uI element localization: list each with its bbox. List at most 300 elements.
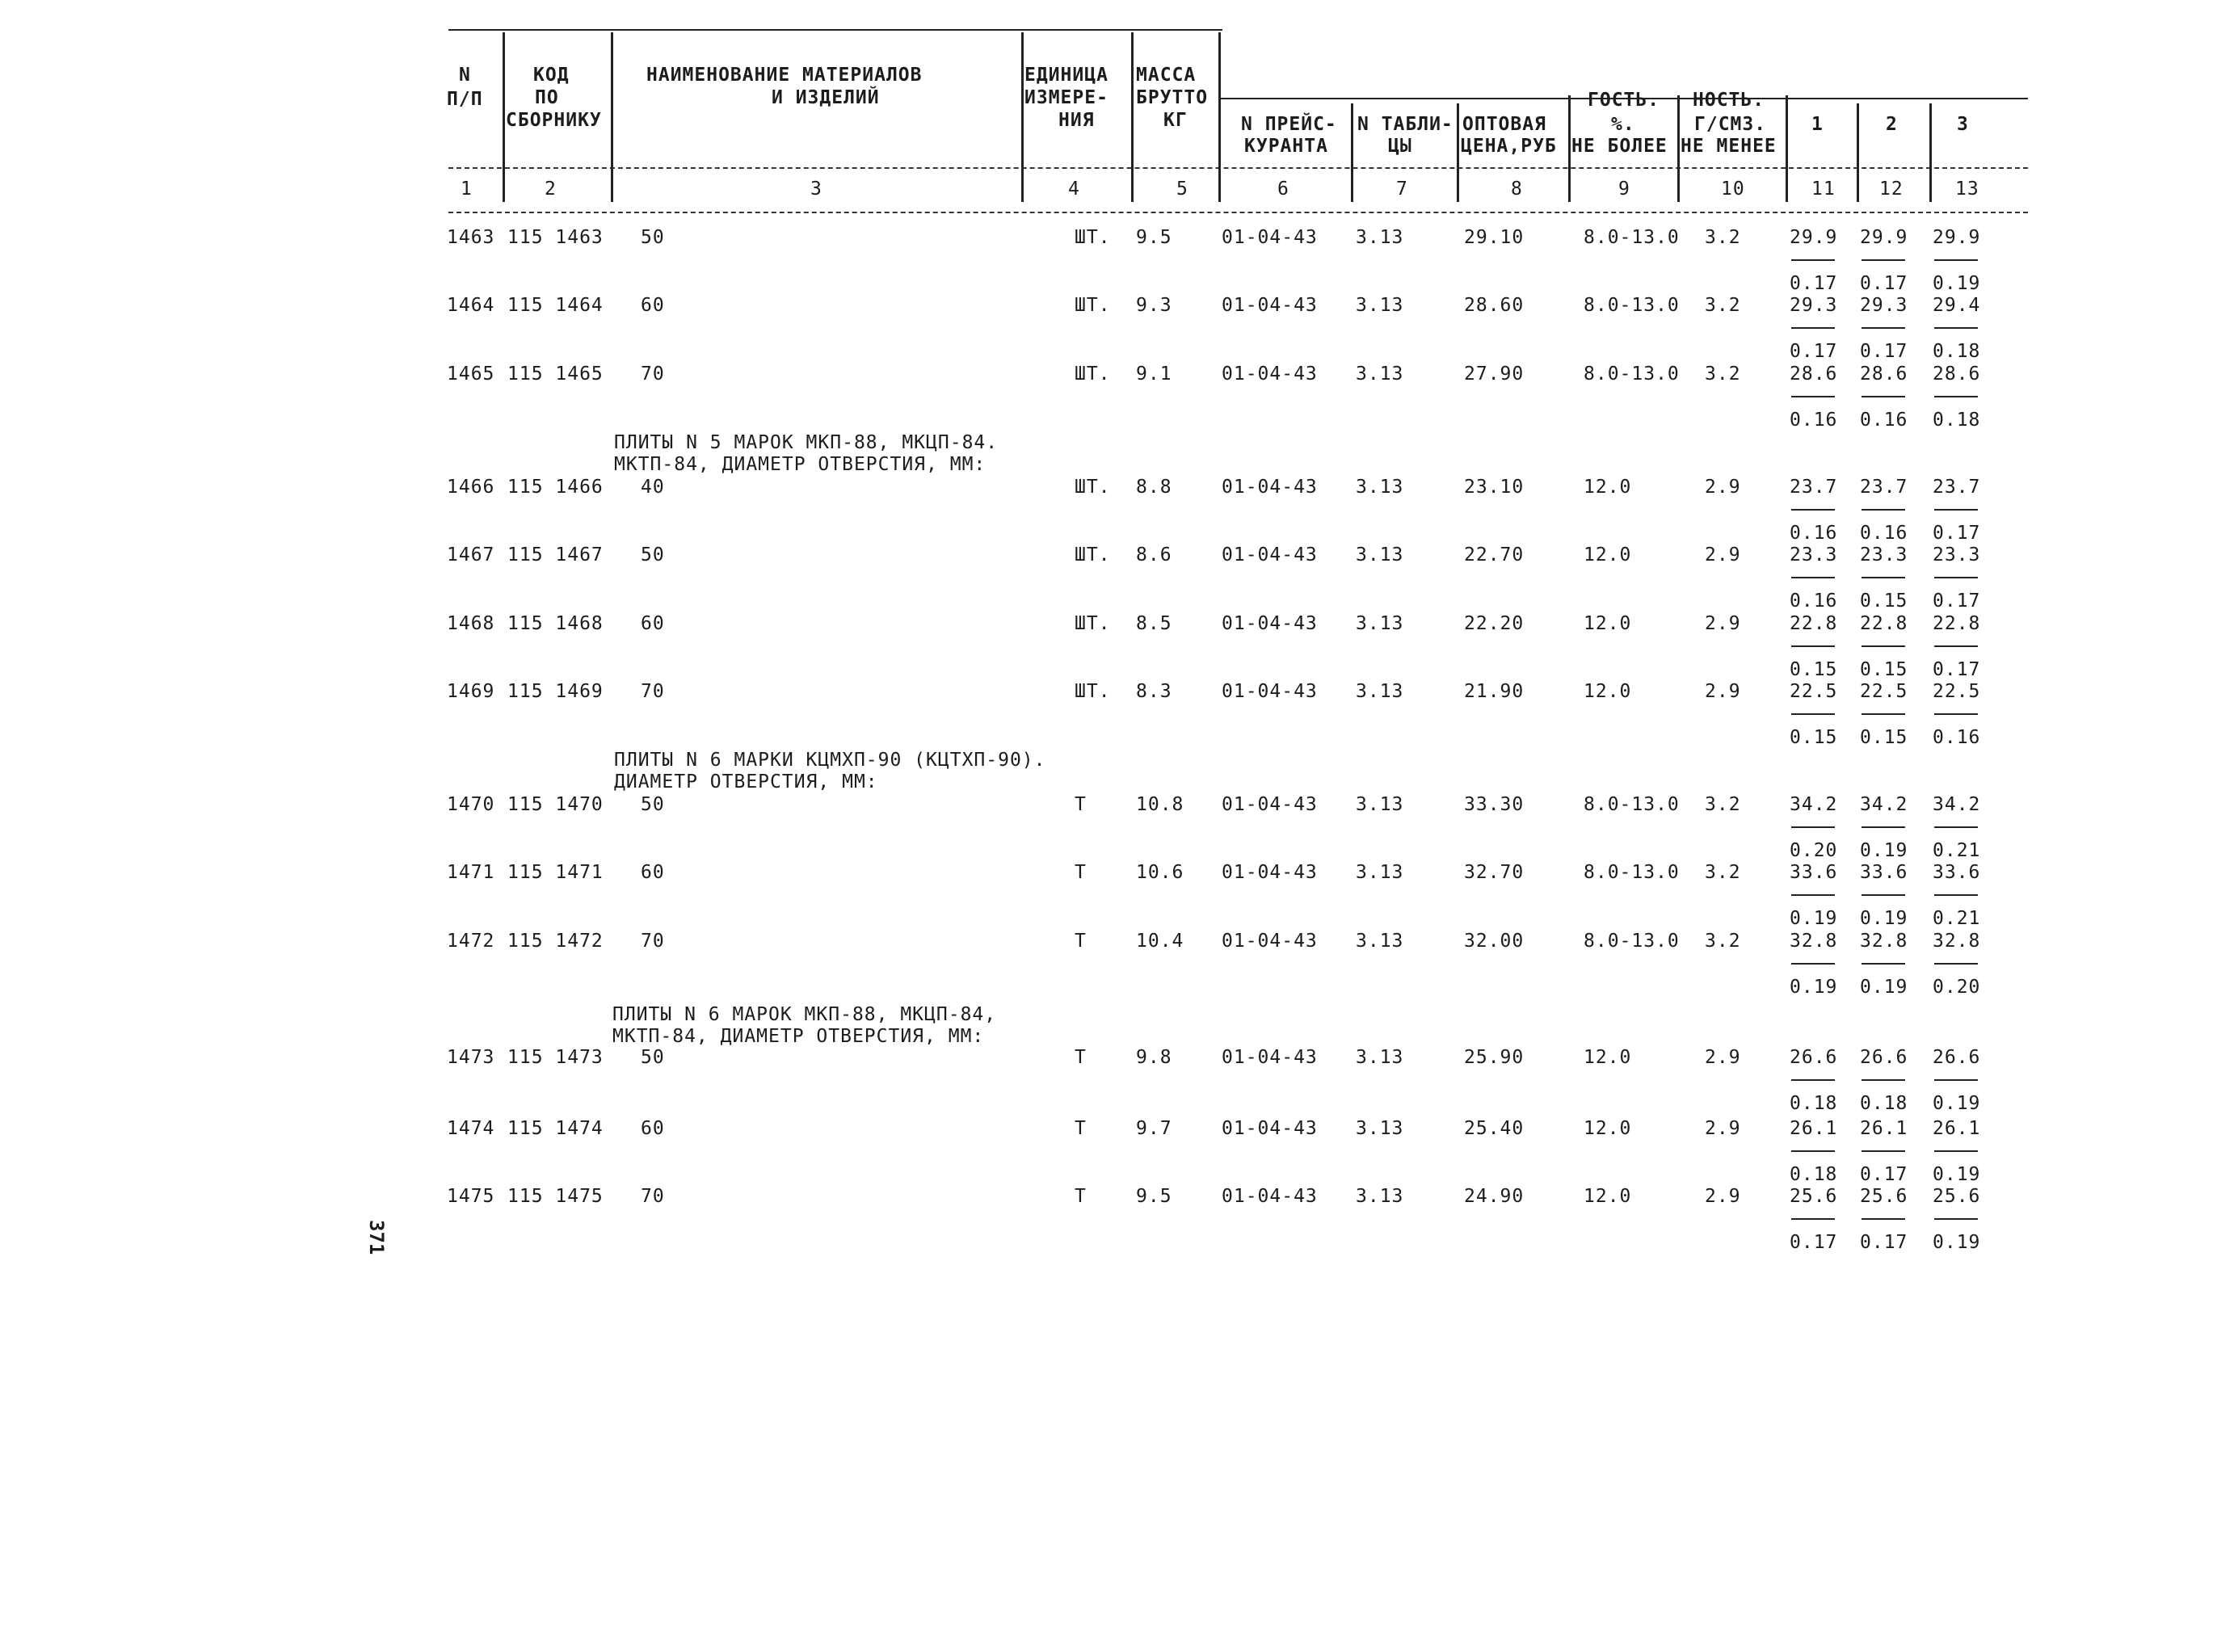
cell-w3: 0.21 — [1933, 840, 1981, 861]
cell-w3: 0.20 — [1933, 977, 1981, 998]
fraction-rule — [1791, 713, 1835, 715]
cell-w1: 0.15 — [1790, 659, 1838, 680]
cell-v2: 28.6 — [1860, 364, 1908, 385]
cell-w2: 0.18 — [1860, 1093, 1908, 1114]
cell-w3: 0.19 — [1933, 1232, 1981, 1253]
header-col10-line2: Г/СМ3. — [1694, 114, 1767, 135]
cell-w3: 0.19 — [1933, 1164, 1981, 1185]
fraction-rule — [1791, 509, 1835, 511]
section-heading-line2: МКТП-84, ДИАМЕТР ОТВЕРСТИЯ, ММ: — [614, 454, 987, 475]
cell-gost: 12.0 — [1584, 477, 1632, 498]
header-top-rule — [448, 29, 1222, 31]
fraction-rule — [1862, 396, 1905, 397]
cell-v2: 32.8 — [1860, 931, 1908, 952]
cell-w2: 0.16 — [1860, 523, 1908, 544]
cell-mass: 9.3 — [1136, 295, 1172, 316]
fraction-rule — [1862, 327, 1905, 329]
cell-price_list: 01-04-43 — [1222, 862, 1318, 883]
cell-gost: 12.0 — [1584, 1186, 1632, 1207]
fraction-rule — [1934, 645, 1978, 647]
cell-w3: 0.17 — [1933, 523, 1981, 544]
cell-code: 115 1472 — [507, 931, 604, 952]
cell-code: 115 1464 — [507, 295, 604, 316]
cell-name: 60 — [641, 1118, 665, 1139]
cell-v2: 34.2 — [1860, 794, 1908, 815]
fraction-rule — [1791, 963, 1835, 965]
fraction-rule — [1862, 713, 1905, 715]
cell-v1: 29.3 — [1790, 295, 1838, 316]
cell-v2: 22.5 — [1860, 681, 1908, 702]
column-number: 2 — [545, 179, 557, 200]
cell-unit: ШТ. — [1075, 295, 1111, 316]
cell-table: 3.13 — [1356, 613, 1404, 634]
cell-price_list: 01-04-43 — [1222, 295, 1318, 316]
cell-price: 23.10 — [1464, 477, 1525, 498]
cell-dens: 3.2 — [1705, 794, 1741, 815]
fraction-rule — [1862, 645, 1905, 647]
cell-n: 1470 — [447, 794, 495, 815]
cell-w3: 0.19 — [1933, 1093, 1981, 1114]
header-divider — [1786, 95, 1788, 202]
cell-v1: 26.1 — [1790, 1118, 1838, 1139]
cell-price_list: 01-04-43 — [1222, 227, 1318, 248]
fraction-rule — [1791, 1079, 1835, 1081]
cell-w3: 0.21 — [1933, 908, 1981, 929]
cell-w2: 0.19 — [1860, 908, 1908, 929]
fraction-rule — [1934, 396, 1978, 397]
cell-name: 50 — [641, 544, 665, 565]
cell-w3: 0.17 — [1933, 591, 1981, 612]
header-divider — [1677, 95, 1680, 202]
cell-price: 24.90 — [1464, 1186, 1525, 1207]
column-number: 6 — [1277, 179, 1289, 200]
cell-dens: 2.9 — [1705, 1118, 1741, 1139]
header-col1-line2: П/П — [447, 89, 483, 110]
cell-code: 115 1475 — [507, 1186, 604, 1207]
cell-n: 1468 — [447, 613, 495, 634]
header-col2-line2: ПО — [535, 87, 559, 108]
fraction-rule — [1862, 1079, 1905, 1081]
cell-v1: 29.9 — [1790, 227, 1838, 248]
cell-mass: 9.8 — [1136, 1047, 1172, 1068]
cell-unit: ШТ. — [1075, 364, 1111, 385]
cell-dens: 2.9 — [1705, 1186, 1741, 1207]
header-col5-line1: МАССА — [1136, 65, 1197, 86]
cell-mass: 8.8 — [1136, 477, 1172, 498]
fraction-rule — [1791, 259, 1835, 261]
cell-w2: 0.15 — [1860, 727, 1908, 748]
cell-dens: 3.2 — [1705, 295, 1741, 316]
header-divider — [1857, 103, 1859, 202]
cell-v3: 33.6 — [1933, 862, 1981, 883]
header-divider — [1218, 32, 1221, 202]
cell-n: 1465 — [447, 364, 495, 385]
header-col10-line1: НОСТЬ. — [1693, 90, 1765, 111]
cell-v3: 26.1 — [1933, 1118, 1981, 1139]
cell-code: 115 1473 — [507, 1047, 604, 1068]
fraction-rule — [1862, 1150, 1905, 1152]
cell-v1: 34.2 — [1790, 794, 1838, 815]
cell-v2: 23.3 — [1860, 544, 1908, 565]
cell-w2: 0.15 — [1860, 659, 1908, 680]
cell-table: 3.13 — [1356, 794, 1404, 815]
cell-mass: 10.6 — [1136, 862, 1184, 883]
cell-code: 115 1469 — [507, 681, 604, 702]
cell-mass: 9.1 — [1136, 364, 1172, 385]
cell-w1: 0.19 — [1790, 908, 1838, 929]
cell-v2: 25.6 — [1860, 1186, 1908, 1207]
cell-w1: 0.20 — [1790, 840, 1838, 861]
cell-v1: 22.8 — [1790, 613, 1838, 634]
cell-price_list: 01-04-43 — [1222, 794, 1318, 815]
cell-v2: 33.6 — [1860, 862, 1908, 883]
cell-name: 50 — [641, 794, 665, 815]
cell-code: 115 1470 — [507, 794, 604, 815]
cell-price: 28.60 — [1464, 295, 1525, 316]
cell-price_list: 01-04-43 — [1222, 931, 1318, 952]
cell-price_list: 01-04-43 — [1222, 1118, 1318, 1139]
header-col6-line1: N ПРЕЙС- — [1241, 114, 1337, 135]
fraction-rule — [1934, 713, 1978, 715]
cell-price: 32.70 — [1464, 862, 1525, 883]
cell-w1: 0.18 — [1790, 1093, 1838, 1114]
header-bottom-rule — [448, 212, 2028, 213]
cell-dens: 3.2 — [1705, 227, 1741, 248]
cell-price_list: 01-04-43 — [1222, 613, 1318, 634]
fraction-rule — [1791, 826, 1835, 828]
cell-name: 60 — [641, 862, 665, 883]
cell-price: 21.90 — [1464, 681, 1525, 702]
cell-w3: 0.17 — [1933, 659, 1981, 680]
fraction-rule — [1934, 259, 1978, 261]
cell-price_list: 01-04-43 — [1222, 477, 1318, 498]
column-number: 11 — [1811, 179, 1836, 200]
cell-v2: 23.7 — [1860, 477, 1908, 498]
cell-unit: ШТ. — [1075, 477, 1111, 498]
cell-w2: 0.17 — [1860, 341, 1908, 362]
cell-v3: 23.7 — [1933, 477, 1981, 498]
cell-name: 70 — [641, 1186, 665, 1207]
cell-v1: 28.6 — [1790, 364, 1838, 385]
cell-unit: ШТ. — [1075, 681, 1111, 702]
cell-v3: 26.6 — [1933, 1047, 1981, 1068]
cell-w2: 0.15 — [1860, 591, 1908, 612]
page-number: 371 — [365, 1220, 388, 1255]
cell-v2: 22.8 — [1860, 613, 1908, 634]
header-col4-line1: ЕДИНИЦА — [1024, 65, 1108, 86]
cell-mass: 8.5 — [1136, 613, 1172, 634]
cell-name: 50 — [641, 1047, 665, 1068]
cell-unit: Т — [1075, 1047, 1087, 1068]
cell-w3: 0.19 — [1933, 273, 1981, 294]
cell-gost: 8.0-13.0 — [1584, 862, 1680, 883]
cell-price: 29.10 — [1464, 227, 1525, 248]
cell-w2: 0.17 — [1860, 1232, 1908, 1253]
cell-unit: ШТ. — [1075, 613, 1111, 634]
cell-unit: Т — [1075, 1118, 1087, 1139]
column-number: 5 — [1176, 179, 1188, 200]
cell-table: 3.13 — [1356, 227, 1404, 248]
cell-name: 60 — [641, 295, 665, 316]
header-divider — [1351, 103, 1353, 202]
cell-table: 3.13 — [1356, 364, 1404, 385]
header-col9-line3: НЕ БОЛЕЕ — [1571, 136, 1668, 157]
section-heading-line1: ПЛИТЫ N 5 МАРОК МКП-88, МКЦП-84. — [614, 432, 999, 453]
cell-w1: 0.16 — [1790, 410, 1838, 431]
section-heading-line1: ПЛИТЫ N 6 МАРКИ КЦМХП-90 (КЦТХП-90). — [614, 750, 1046, 771]
header-col5-line3: КГ — [1163, 110, 1188, 131]
cell-price: 25.90 — [1464, 1047, 1525, 1068]
header-mid-rule — [448, 167, 2028, 169]
header-col9-line1: ГОСТЬ. — [1588, 90, 1660, 111]
cell-mass: 9.5 — [1136, 1186, 1172, 1207]
cell-w1: 0.17 — [1790, 341, 1838, 362]
cell-n: 1467 — [447, 544, 495, 565]
fraction-rule — [1934, 577, 1978, 578]
header-col6-line2: КУРАНТА — [1244, 136, 1328, 157]
cell-price_list: 01-04-43 — [1222, 1186, 1318, 1207]
cell-v3: 22.8 — [1933, 613, 1981, 634]
cell-name: 40 — [641, 477, 665, 498]
cell-v3: 34.2 — [1933, 794, 1981, 815]
cell-table: 3.13 — [1356, 681, 1404, 702]
cell-mass: 10.8 — [1136, 794, 1184, 815]
cell-v3: 28.6 — [1933, 364, 1981, 385]
header-col12: 2 — [1886, 114, 1898, 135]
cell-n: 1464 — [447, 295, 495, 316]
cell-w3: 0.18 — [1933, 341, 1981, 362]
header-col4-line2: ИЗМЕРЕ- — [1024, 87, 1108, 108]
header-col8-line1: ОПТОВАЯ — [1462, 114, 1546, 135]
cell-dens: 2.9 — [1705, 1047, 1741, 1068]
cell-name: 70 — [641, 364, 665, 385]
cell-code: 115 1467 — [507, 544, 604, 565]
cell-gost: 12.0 — [1584, 613, 1632, 634]
cell-v2: 26.1 — [1860, 1118, 1908, 1139]
fraction-rule — [1934, 1150, 1978, 1152]
column-number: 7 — [1396, 179, 1408, 200]
header-divider — [1131, 32, 1134, 202]
column-number: 3 — [810, 179, 822, 200]
cell-dens: 2.9 — [1705, 477, 1741, 498]
cell-mass: 8.3 — [1136, 681, 1172, 702]
cell-w1: 0.16 — [1790, 523, 1838, 544]
fraction-rule — [1934, 327, 1978, 329]
header-divider — [611, 32, 613, 202]
cell-table: 3.13 — [1356, 862, 1404, 883]
section-heading-line2: МКТП-84, ДИАМЕТР ОТВЕРСТИЯ, ММ: — [612, 1026, 985, 1047]
cell-dens: 2.9 — [1705, 681, 1741, 702]
section-heading-line2: ДИАМЕТР ОТВЕРСТИЯ, ММ: — [614, 771, 878, 792]
cell-code: 115 1465 — [507, 364, 604, 385]
cell-w1: 0.17 — [1790, 1232, 1838, 1253]
fraction-rule — [1791, 577, 1835, 578]
cell-table: 3.13 — [1356, 477, 1404, 498]
cell-n: 1469 — [447, 681, 495, 702]
header-col8-line2: ЦЕНА,РУБ — [1461, 136, 1557, 157]
fraction-rule — [1862, 577, 1905, 578]
header-divider — [1457, 103, 1459, 202]
cell-v2: 26.6 — [1860, 1047, 1908, 1068]
header-col5-line2: БРУТТО — [1136, 87, 1209, 108]
column-number: 12 — [1879, 179, 1904, 200]
cell-n: 1471 — [447, 862, 495, 883]
cell-price_list: 01-04-43 — [1222, 1047, 1318, 1068]
cell-code: 115 1474 — [507, 1118, 604, 1139]
cell-price_list: 01-04-43 — [1222, 364, 1318, 385]
cell-price: 33.30 — [1464, 794, 1525, 815]
cell-v1: 25.6 — [1790, 1186, 1838, 1207]
cell-v3: 32.8 — [1933, 931, 1981, 952]
cell-table: 3.13 — [1356, 544, 1404, 565]
cell-w3: 0.16 — [1933, 727, 1981, 748]
cell-gost: 12.0 — [1584, 544, 1632, 565]
cell-w3: 0.18 — [1933, 410, 1981, 431]
fraction-rule — [1791, 1150, 1835, 1152]
cell-dens: 2.9 — [1705, 613, 1741, 634]
header-col3-line2: И ИЗДЕЛИЙ — [772, 87, 880, 108]
header-divider — [503, 32, 505, 202]
cell-name: 70 — [641, 681, 665, 702]
fraction-rule — [1791, 396, 1835, 397]
cell-w2: 0.16 — [1860, 410, 1908, 431]
cell-price: 25.40 — [1464, 1118, 1525, 1139]
header-col9-line2: %. — [1611, 114, 1635, 135]
cell-v1: 33.6 — [1790, 862, 1838, 883]
cell-gost: 8.0-13.0 — [1584, 794, 1680, 815]
fraction-rule — [1862, 259, 1905, 261]
fraction-rule — [1862, 826, 1905, 828]
cell-table: 3.13 — [1356, 295, 1404, 316]
cell-w1: 0.15 — [1790, 727, 1838, 748]
fraction-rule — [1934, 1079, 1978, 1081]
fraction-rule — [1934, 826, 1978, 828]
cell-dens: 3.2 — [1705, 862, 1741, 883]
header-divider — [1929, 103, 1932, 202]
cell-name: 70 — [641, 931, 665, 952]
cell-unit: Т — [1075, 931, 1087, 952]
cell-v3: 25.6 — [1933, 1186, 1981, 1207]
cell-unit: Т — [1075, 1186, 1087, 1207]
fraction-rule — [1791, 327, 1835, 329]
cell-w1: 0.16 — [1790, 591, 1838, 612]
cell-unit: Т — [1075, 862, 1087, 883]
header-col3-line1: НАИМЕНОВАНИЕ МАТЕРИАЛОВ — [646, 65, 923, 86]
cell-price: 27.90 — [1464, 364, 1525, 385]
cell-gost: 12.0 — [1584, 1047, 1632, 1068]
fraction-rule — [1862, 1218, 1905, 1220]
header-col7-line1: N ТАБЛИ- — [1357, 114, 1453, 135]
cell-n: 1472 — [447, 931, 495, 952]
cell-price_list: 01-04-43 — [1222, 544, 1318, 565]
column-number: 13 — [1955, 179, 1979, 200]
cell-table: 3.13 — [1356, 931, 1404, 952]
cell-mass: 10.4 — [1136, 931, 1184, 952]
cell-gost: 8.0-13.0 — [1584, 364, 1680, 385]
cell-price: 32.00 — [1464, 931, 1525, 952]
cell-code: 115 1466 — [507, 477, 604, 498]
fraction-rule — [1934, 1218, 1978, 1220]
cell-v1: 26.6 — [1790, 1047, 1838, 1068]
cell-w2: 0.17 — [1860, 273, 1908, 294]
header-col11: 1 — [1811, 114, 1824, 135]
header-col1-line1: N — [459, 65, 471, 86]
cell-v3: 23.3 — [1933, 544, 1981, 565]
column-number: 4 — [1068, 179, 1080, 200]
fraction-rule — [1791, 1218, 1835, 1220]
fraction-rule — [1791, 645, 1835, 647]
header-col10-line3: НЕ МЕНЕЕ — [1681, 136, 1777, 157]
cell-n: 1475 — [447, 1186, 495, 1207]
cell-gost: 8.0-13.0 — [1584, 931, 1680, 952]
cell-n: 1473 — [447, 1047, 495, 1068]
cell-dens: 3.2 — [1705, 364, 1741, 385]
fraction-rule — [1862, 963, 1905, 965]
cell-gost: 12.0 — [1584, 1118, 1632, 1139]
cell-table: 3.13 — [1356, 1047, 1404, 1068]
cell-mass: 9.5 — [1136, 227, 1172, 248]
cell-name: 60 — [641, 613, 665, 634]
cell-dens: 2.9 — [1705, 544, 1741, 565]
cell-unit: ШТ. — [1075, 544, 1111, 565]
cell-gost: 8.0-13.0 — [1584, 227, 1680, 248]
cell-w1: 0.18 — [1790, 1164, 1838, 1185]
column-number: 8 — [1511, 179, 1523, 200]
cell-v3: 22.5 — [1933, 681, 1981, 702]
cell-w1: 0.19 — [1790, 977, 1838, 998]
cell-code: 115 1463 — [507, 227, 604, 248]
cell-mass: 8.6 — [1136, 544, 1172, 565]
cell-w2: 0.19 — [1860, 977, 1908, 998]
cell-w2: 0.17 — [1860, 1164, 1908, 1185]
cell-price_list: 01-04-43 — [1222, 681, 1318, 702]
fraction-rule — [1934, 894, 1978, 896]
header-divider — [1021, 32, 1024, 202]
cell-v1: 32.8 — [1790, 931, 1838, 952]
cell-name: 50 — [641, 227, 665, 248]
cell-w2: 0.19 — [1860, 840, 1908, 861]
cell-dens: 3.2 — [1705, 931, 1741, 952]
column-number: 1 — [461, 179, 473, 200]
cell-unit: Т — [1075, 794, 1087, 815]
header-col4-line3: НИЯ — [1058, 110, 1095, 131]
cell-w1: 0.17 — [1790, 273, 1838, 294]
cell-mass: 9.7 — [1136, 1118, 1172, 1139]
cell-n: 1463 — [447, 227, 495, 248]
cell-v3: 29.9 — [1933, 227, 1981, 248]
section-heading-line1: ПЛИТЫ N 6 МАРОК МКП-88, МКЦП-84, — [612, 1004, 997, 1025]
cell-v2: 29.3 — [1860, 295, 1908, 316]
cell-v2: 29.9 — [1860, 227, 1908, 248]
fraction-rule — [1862, 509, 1905, 511]
cell-unit: ШТ. — [1075, 227, 1111, 248]
cell-code: 115 1468 — [507, 613, 604, 634]
cell-table: 3.13 — [1356, 1186, 1404, 1207]
header-col7-line2: ЦЫ — [1388, 136, 1412, 157]
cell-n: 1466 — [447, 477, 495, 498]
cell-table: 3.13 — [1356, 1118, 1404, 1139]
cell-v1: 23.7 — [1790, 477, 1838, 498]
cell-v1: 22.5 — [1790, 681, 1838, 702]
header-col2-line1: КОД — [533, 65, 570, 86]
cell-code: 115 1471 — [507, 862, 604, 883]
column-number: 10 — [1721, 179, 1745, 200]
fraction-rule — [1934, 963, 1978, 965]
header-col13: 3 — [1957, 114, 1969, 135]
fraction-rule — [1862, 894, 1905, 896]
column-number: 9 — [1618, 179, 1630, 200]
fraction-rule — [1934, 509, 1978, 511]
